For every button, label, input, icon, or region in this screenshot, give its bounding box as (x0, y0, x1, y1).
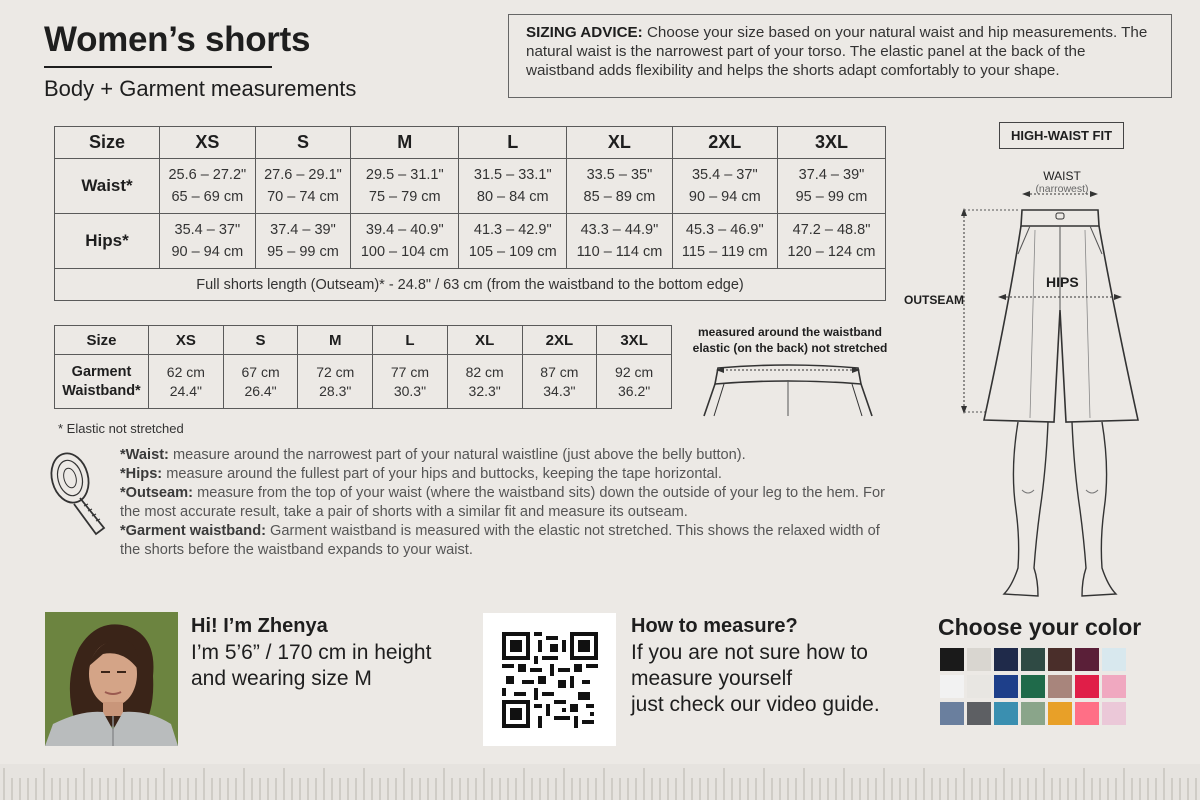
page-subtitle: Body + Garment measurements (44, 76, 357, 101)
choose-color-title: Choose your color (938, 614, 1142, 640)
shorts-fit-illustration (960, 190, 1160, 600)
size-header: Size (55, 127, 160, 159)
waistband-illustration (698, 358, 878, 420)
color-swatch-grid (940, 648, 1126, 725)
size-3xl-header: 3XL (597, 326, 672, 355)
size-3xl-header: 3XL (777, 127, 885, 159)
model-portrait (45, 612, 178, 746)
measuring-tape-icon (44, 448, 108, 536)
table-cell: 37.4 – 39" 95 – 99 cm (777, 159, 885, 214)
table-cell: 43.3 – 44.9" 110 – 114 cm (567, 214, 672, 269)
color-swatch[interactable] (994, 675, 1018, 698)
how-to-measure-title: How to measure? (631, 615, 798, 637)
table-cell: 87 cm 34.3" (522, 355, 597, 409)
color-swatch[interactable] (1075, 675, 1099, 698)
table-cell: 39.4 – 40.9" 100 – 104 cm (351, 214, 459, 269)
table-cell: 35.4 – 37" 90 – 94 cm (672, 159, 777, 214)
hips-description: *Hips: measure around the fullest part of your hips and buttocks, keeping the tape horizontal. (120, 466, 722, 482)
table-cell: 33.5 – 35" 85 – 89 cm (567, 159, 672, 214)
color-swatch[interactable] (1075, 702, 1099, 725)
color-swatch[interactable] (1021, 675, 1045, 698)
elastic-footnote: * Elastic not stretched (58, 421, 184, 436)
measurement-descriptions (120, 446, 900, 560)
size-2xl-header: 2XL (672, 127, 777, 159)
table-cell: 62 cm 24.4" (149, 355, 224, 409)
table-cell: 27.6 – 29.1" 70 – 74 cm (255, 159, 351, 214)
high-waist-fit-badge: HIGH-WAIST FIT (999, 122, 1124, 149)
size-2xl-header: 2XL (522, 326, 597, 355)
color-swatch[interactable] (967, 702, 991, 725)
row-label-waist: Waist* (55, 159, 160, 214)
color-swatch[interactable] (994, 702, 1018, 725)
size-xl-header: XL (567, 127, 672, 159)
title-underline (44, 66, 272, 68)
sizing-advice-box (508, 14, 1172, 98)
waistband-note: measured around the waistband elastic (on the back) not stretched (692, 325, 888, 355)
table-cell: 37.4 – 39" 95 – 99 cm (255, 214, 351, 269)
size-header: Size (55, 326, 149, 355)
garment-waistband-table (54, 325, 672, 409)
sizing-advice-label: SIZING ADVICE: (526, 24, 643, 41)
color-swatch[interactable] (1021, 648, 1045, 671)
outseam-row (55, 269, 886, 301)
table-cell: 77 cm 30.3" (373, 355, 448, 409)
row-label-hips: Hips* (55, 214, 160, 269)
color-swatch[interactable] (940, 702, 964, 725)
outseam-cell: Full shorts length (Outseam)* - 24.8" / 63 cm (from the waistband to the bottom edge) (55, 269, 886, 301)
color-swatch[interactable] (967, 675, 991, 698)
size-s-header: S (255, 127, 351, 159)
table-cell: 41.3 – 42.9" 105 – 109 cm (459, 214, 567, 269)
page-title: Women’s shorts (44, 20, 311, 59)
hips-row (55, 214, 886, 269)
color-swatch[interactable] (1048, 702, 1072, 725)
color-swatch[interactable] (1102, 702, 1126, 725)
table-cell: 31.5 – 33.1" 80 – 84 cm (459, 159, 567, 214)
hips-label: HIPS (1046, 274, 1079, 290)
garment-waistband-description: *Garment waistband: Garment waistband is measured with the elastic not stretched. This shows the relaxed width of the shorts before the waistband expands to your waist. (120, 523, 880, 558)
waist-label: WAIST (narrowest) (1035, 169, 1089, 195)
color-swatch[interactable] (994, 648, 1018, 671)
table-header-row (55, 326, 672, 355)
color-swatch[interactable] (1102, 648, 1126, 671)
size-l-header: L (459, 127, 567, 159)
waist-description: *Waist: measure around the narrowest part of your natural waistline (just above the belly button). (120, 447, 746, 463)
ruler-decoration (0, 764, 1200, 800)
color-swatch[interactable] (1102, 675, 1126, 698)
model-photo (45, 612, 178, 746)
table-cell: 35.4 – 37" 90 – 94 cm (160, 214, 256, 269)
qr-code-icon (502, 632, 598, 728)
waist-row (55, 159, 886, 214)
table-cell: 45.3 – 46.9" 115 – 119 cm (672, 214, 777, 269)
size-m-header: M (298, 326, 373, 355)
video-guide-qr-code[interactable] (483, 613, 616, 746)
table-cell: 47.2 – 48.8" 120 – 124 cm (777, 214, 885, 269)
size-xs-header: XS (149, 326, 224, 355)
color-swatch[interactable] (1075, 648, 1099, 671)
sizing-advice-text: Choose your size based on your natural waist and hip measurements. The natural waist is the narrowest part of your torso. The elastic panel at the back of the waistband adds flexibility and helps the shorts adapt comfortably to your shape. (526, 24, 1148, 79)
size-xl-header: XL (447, 326, 522, 355)
color-swatch[interactable] (940, 675, 964, 698)
color-swatch[interactable] (1021, 702, 1045, 725)
table-cell: 72 cm 28.3" (298, 355, 373, 409)
size-m-header: M (351, 127, 459, 159)
row-label-garment-waistband: Garment Waistband* (55, 355, 149, 409)
table-header-row (55, 127, 886, 159)
size-s-header: S (223, 326, 298, 355)
outseam-label: OUTSEAM (904, 293, 964, 307)
how-to-measure-text: If you are not sure how to measure yourself just check our video guide. (631, 641, 880, 716)
table-cell: 25.6 – 27.2" 65 – 69 cm (160, 159, 256, 214)
table-cell: 29.5 – 31.1" 75 – 79 cm (351, 159, 459, 214)
table-cell: 67 cm 26.4" (223, 355, 298, 409)
model-greeting: Hi! I’m Zhenya (191, 615, 328, 637)
outseam-description: *Outseam: measure from the top of your waist (where the waistband sits) down the outside of your leg to the hem. For the most accurate result, take a pair of shorts with a similar fit and measure its outseam. (120, 485, 885, 520)
color-swatch[interactable] (1048, 648, 1072, 671)
color-swatch[interactable] (940, 648, 964, 671)
size-l-header: L (373, 326, 448, 355)
model-info: I’m 5’6” / 170 cm in height and wearing size M (191, 641, 432, 690)
color-swatch[interactable] (1048, 675, 1072, 698)
size-xs-header: XS (160, 127, 256, 159)
table-cell: 92 cm 36.2" (597, 355, 672, 409)
garment-waistband-row (55, 355, 672, 409)
body-measurements-table (54, 126, 886, 301)
table-cell: 82 cm 32.3" (447, 355, 522, 409)
color-swatch[interactable] (967, 648, 991, 671)
